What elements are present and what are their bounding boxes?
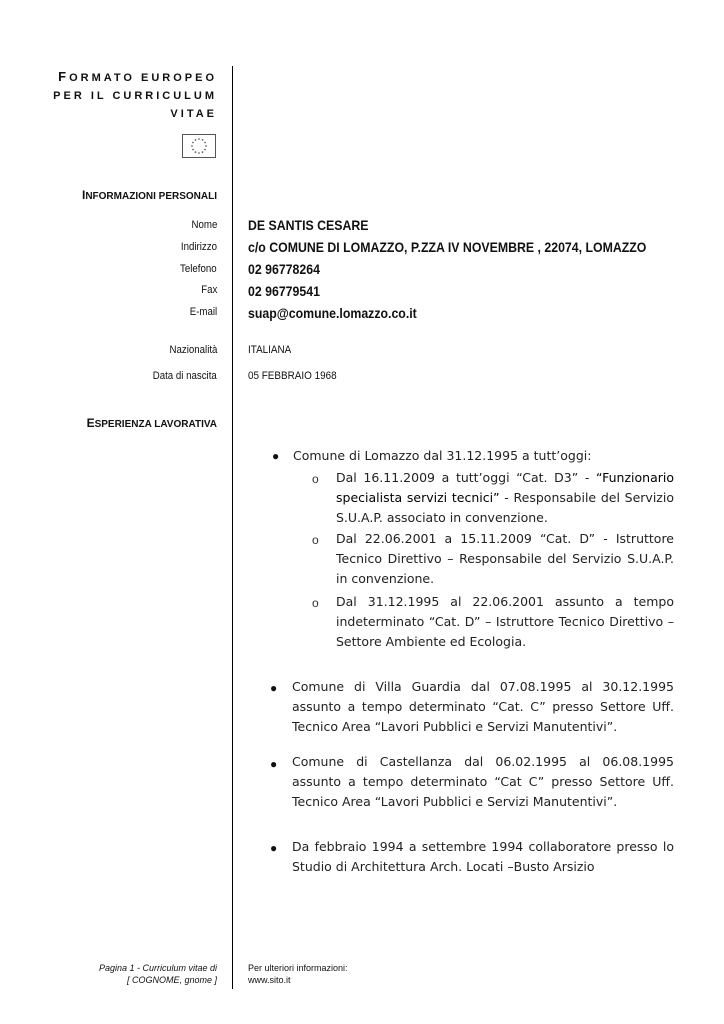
experience-lomazzo-intro: Comune di Lomazzo dal 31.12.1995 a tutt’oggi: bbox=[293, 448, 592, 463]
bullet-icon: ● bbox=[272, 449, 280, 463]
experience-lomazzo-role-2: Dal 22.06.2001 a 15.11.2009 “Cat. D” - Istruttore Tecnico Direttivo – Responsabile del Servizio S.U.A.P. in convenzione. bbox=[336, 531, 674, 586]
label-data-nascita: Data di nascita bbox=[152, 370, 217, 382]
label-telefono: Telefono bbox=[180, 263, 217, 275]
bullet-icon: ● bbox=[270, 841, 278, 855]
footer-right: Per ulteriori informazioni: www.sito.it bbox=[248, 963, 348, 985]
value-nazionalita: ITALIANA bbox=[248, 344, 292, 356]
sub-bullet-icon: o bbox=[312, 533, 319, 547]
value-data-nascita: 05 FEBBRAIO 1968 bbox=[248, 370, 337, 382]
footer-left: Pagina 1 - Curriculum vitae di [ COGNOME, gnome ] bbox=[98, 963, 217, 985]
label-fax: Fax bbox=[200, 284, 217, 296]
column-divider bbox=[232, 66, 233, 989]
label-email: E-mail bbox=[189, 306, 217, 318]
section-work-experience: ESPERIENZA LAVORATIVA bbox=[86, 416, 217, 430]
value-indirizzo: c/o COMUNE DI LOMAZZO, P.ZZA IV NOVEMBRE , 22074, LOMAZZO bbox=[248, 239, 647, 255]
eu-flag-icon bbox=[182, 134, 216, 158]
label-indirizzo: Indirizzo bbox=[180, 241, 217, 253]
bullet-icon: ● bbox=[270, 681, 278, 695]
value-telefono: 02 96778264 bbox=[248, 261, 320, 277]
footer-website-link[interactable]: www.sito.it bbox=[248, 975, 291, 985]
label-nome: Nome bbox=[191, 219, 217, 231]
experience-villa-guardia: Comune di Villa Guardia dal 07.08.1995 al 30.12.1995 assunto a tempo determinato “Cat. C” presso Settore Uff. Tecnico Area “Lavori Pubblici e Servizi Manutentivi”. bbox=[292, 679, 674, 734]
value-fax: 02 96779541 bbox=[248, 283, 320, 299]
value-nome: DE SANTIS CESARE bbox=[248, 217, 369, 233]
experience-studio-locati: Da febbraio 1994 a settembre 1994 collaboratore presso lo Studio di Architettura Arch. Locati –Busto Arsizio bbox=[292, 839, 674, 874]
document-title: FORMATO EUROPEO PER IL CURRICULUM VITAE bbox=[53, 69, 217, 120]
experience-lomazzo-role-3: Dal 31.12.1995 al 22.06.2001 assunto a tempo indeterminato “Cat. D” – Istruttore Tecnico Direttivo – Settore Ambiente ed Ecologia. bbox=[336, 594, 674, 649]
bullet-icon: ● bbox=[270, 757, 278, 771]
experience-lomazzo-role-1: Dal 16.11.2009 a tutt’oggi “Cat. D3” - “Funzionario specialista servizi tecnici” - Responsabile del Servizio S.U.A.P. associato in convenzione. bbox=[336, 470, 674, 525]
value-email[interactable]: suap@comune.lomazzo.co.it bbox=[248, 305, 417, 321]
experience-castellanza: Comune di Castellanza dal 06.02.1995 al 06.08.1995 assunto a tempo determinato “Cat C” presso Settore Uff. Tecnico Area “Lavori Pubblici e Servizi Manutentivi”. bbox=[292, 754, 674, 809]
section-personal-info: INFORMAZIONI PERSONALI bbox=[81, 188, 217, 202]
sub-bullet-icon: o bbox=[312, 596, 319, 610]
label-nazionalita: Nazionalità bbox=[169, 344, 217, 356]
sub-bullet-icon: o bbox=[312, 472, 319, 486]
